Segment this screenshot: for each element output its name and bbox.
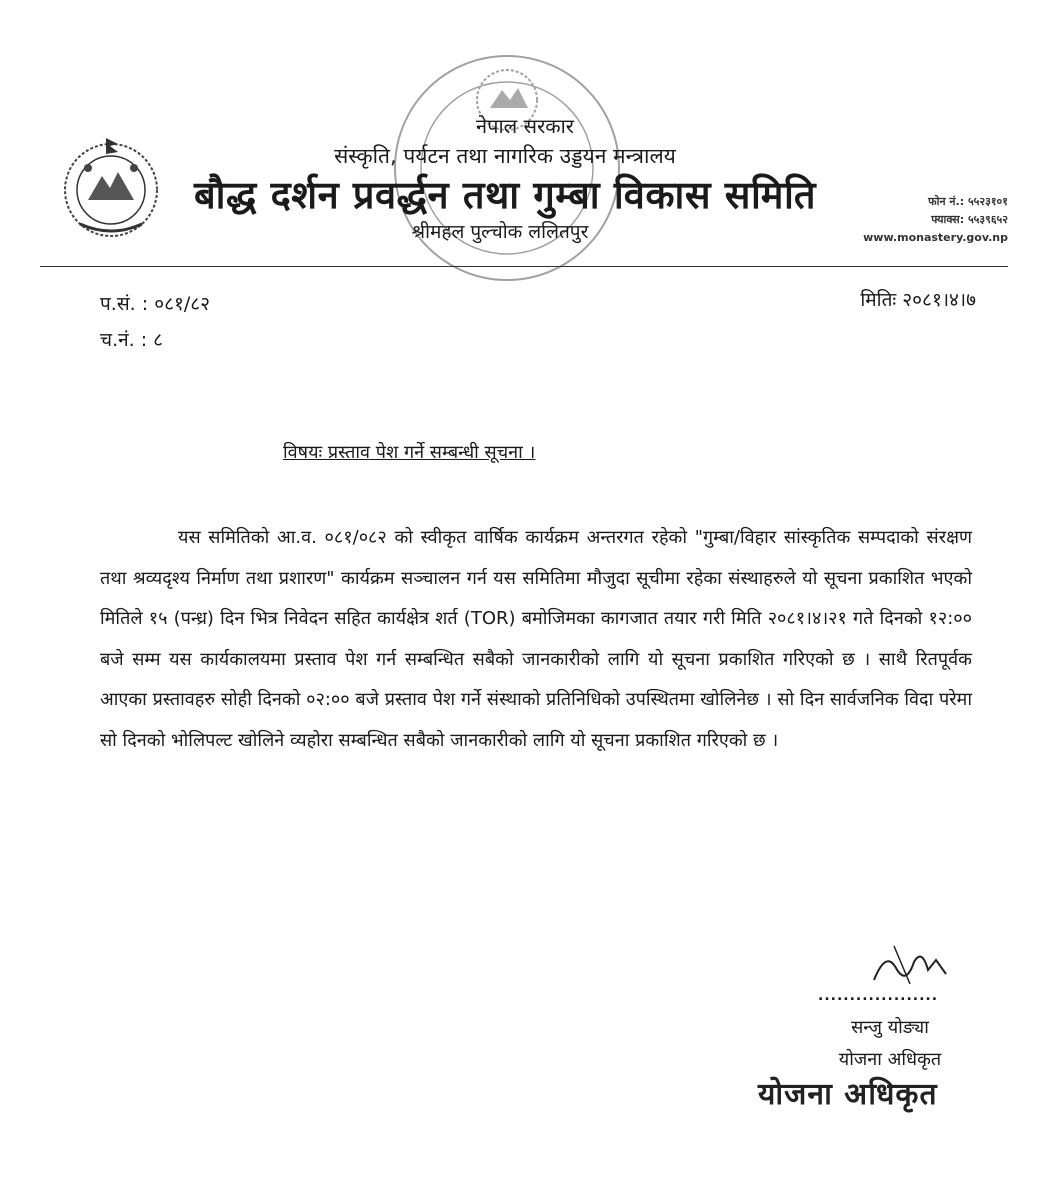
phone-number: फोन नं.: ५५२३१०१ bbox=[928, 195, 1008, 208]
letter-number: प.सं. : ०८१/८२ bbox=[100, 293, 210, 315]
signature-line: ................... bbox=[818, 988, 939, 1004]
signatory-block bbox=[820, 1012, 960, 1076]
notice-body: यस समितिको आ.व. ०८१/०८२ को स्वीकृत वार्षिक कार्यक्रम अन्तरगत रहेको "गुम्बा/विहार सांस्कृतिक सम्पदाको संरक्षण तथा श्रव्यदृश्य निर्माण तथा प्रशारण" कार्यक्रम सञ्चालन गर्न यस समितिमा मौजुदा सूचीमा रहेका संस्थाहरुले यो सूचना प्रकाशित भएको मितिले १५ (पन्ध्र) दिन भित्र निवेदन सहित कार्यक्षेत्र शर्त (TOR) बमोजिमका कागजात तयार गरी मिति २०८१।४।२१ गते दिनको १२:०० बजे सम्म यस कार्यकालयमा प्रस्ताव पेश गर्न सम्बन्धित सबैको जानकारीको लागि यो सूचना प्रकाशित गरिएको छ । साथै रितपूर्वक आएका प्रस्तावहरु सोही दिनको ०२:०० बजे प्रस्ताव पेश गर्ने संस्थाको प्रतिनिधिको उपस्थितमा खोलिनेछ । सो दिन सार्वजनिक विदा परेमा सो दिनको भोलिपल्ट खोलिने व्यहोरा सम्बन्धित सबैको जानकारीको लागि यो सूचना प्रकाशित गरिएको छ । bbox=[100, 527, 972, 751]
website-link: www.monastery.gov.np bbox=[863, 231, 1008, 244]
reference-block bbox=[100, 286, 210, 358]
subject-line: विषयः प्रस्ताव पेश गर्ने सम्बन्धी सूचना । bbox=[283, 442, 536, 463]
header-divider bbox=[40, 266, 1008, 267]
signature-icon bbox=[866, 940, 956, 990]
fax-number: फ्याक्स: ५५३९६५२ bbox=[931, 213, 1008, 226]
contact-block bbox=[863, 193, 1008, 247]
dispatch-number: च.नं. : ८ bbox=[100, 329, 164, 351]
designation-stamp: योजना अधिकृत bbox=[758, 1077, 938, 1112]
government-name: नेपाल सरकार bbox=[476, 114, 574, 138]
organization-name: बौद्ध दर्शन प्रवर्द्धन तथा गुम्बा विकास समिति bbox=[193, 173, 817, 217]
office-address: श्रीमहल पुल्चोक ललितपुर bbox=[411, 221, 589, 243]
signatory-name: सन्जु योङ्या bbox=[851, 1017, 929, 1038]
ministry-name: संस्कृति, पर्यटन तथा नागरिक उड्डयन मन्त्रालय bbox=[334, 144, 676, 168]
letter-date: मितिः २०८१।४।७ bbox=[860, 289, 976, 311]
signatory-title: योजना अधिकृत bbox=[838, 1049, 942, 1070]
